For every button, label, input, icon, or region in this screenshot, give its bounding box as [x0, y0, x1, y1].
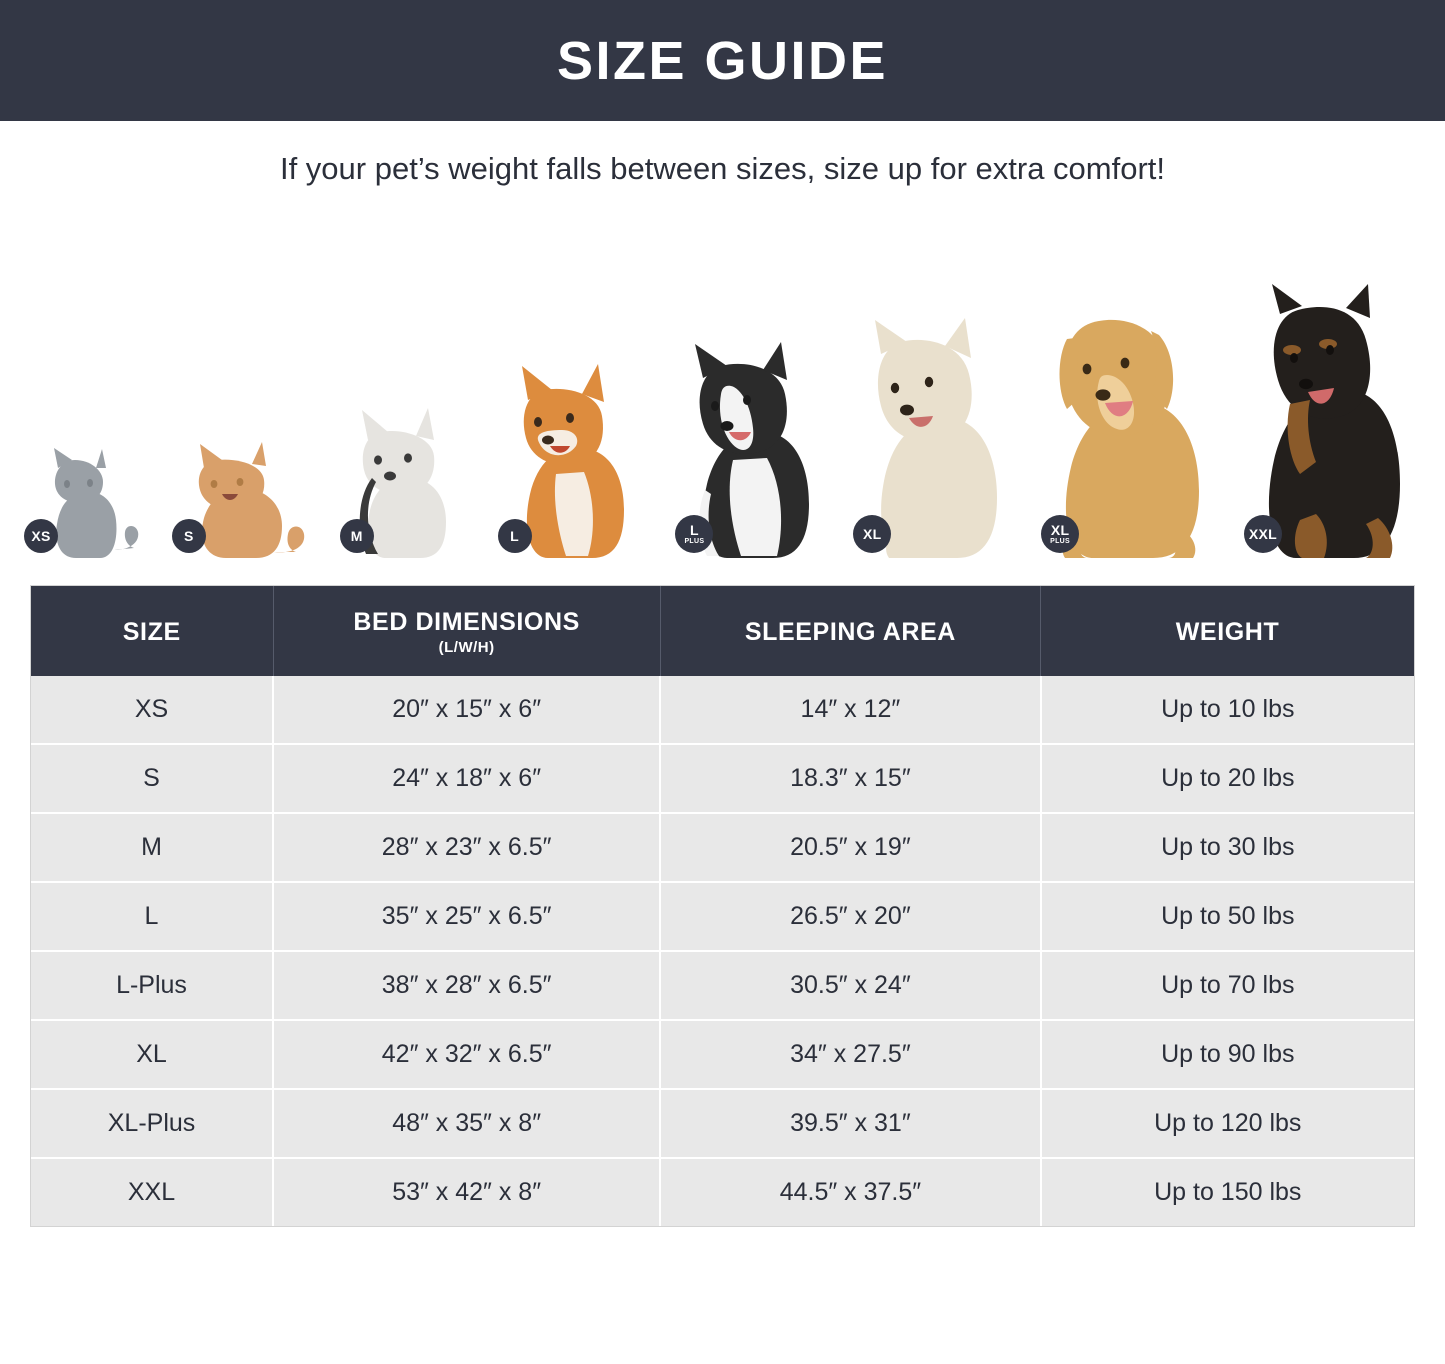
table-body — [31, 676, 1414, 1226]
header-bed-dimensions-sublabel: (L/W/H) — [438, 639, 495, 656]
size-badge-label: L — [689, 522, 699, 538]
size-badge-xl-plus — [1041, 515, 1079, 553]
cell-weight: Up to 20 lbs — [1041, 744, 1414, 813]
pet-xl-plus — [1047, 299, 1222, 559]
cell-dimensions: 20″ x 15″ x 6″ — [273, 676, 660, 744]
cell-size: M — [31, 813, 273, 882]
cell-weight: Up to 150 lbs — [1041, 1158, 1414, 1226]
cell-sleeping-area: 18.3″ x 15″ — [660, 744, 1040, 813]
size-badge-label: L — [510, 528, 519, 544]
cell-size: XL — [31, 1020, 273, 1089]
table-row — [31, 813, 1414, 882]
cell-size: XXL — [31, 1158, 273, 1226]
pet-m — [346, 394, 476, 559]
cell-sleeping-area: 20.5″ x 19″ — [660, 813, 1040, 882]
cell-sleeping-area: 14″ x 12″ — [660, 676, 1040, 744]
pet-xs — [30, 424, 150, 559]
size-badge-sublabel: PLUS — [684, 538, 705, 545]
size-badge-xs — [24, 519, 58, 553]
size-badge-s — [172, 519, 206, 553]
cell-sleeping-area: 26.5″ x 20″ — [660, 882, 1040, 951]
pet-size-illustrations — [30, 229, 1415, 559]
header-bed-dimensions-label: BED DIMENSIONS — [353, 608, 580, 636]
table-row — [31, 882, 1414, 951]
cell-dimensions: 38″ x 28″ x 6.5″ — [273, 951, 660, 1020]
cell-dimensions: 53″ x 42″ x 8″ — [273, 1158, 660, 1226]
size-badge-xl — [853, 515, 891, 553]
size-badge-label: M — [350, 528, 363, 544]
header-bed-dimensions — [273, 586, 660, 676]
cell-weight: Up to 70 lbs — [1041, 951, 1414, 1020]
size-badge-label: XS — [31, 528, 51, 544]
pet-l-plus — [681, 334, 831, 559]
cell-sleeping-area: 30.5″ x 24″ — [660, 951, 1040, 1020]
table-row — [31, 676, 1414, 744]
pet-xl — [859, 314, 1019, 559]
header-size: SIZE — [31, 586, 273, 676]
cell-weight: Up to 120 lbs — [1041, 1089, 1414, 1158]
size-table-container — [30, 585, 1415, 1227]
cell-dimensions: 42″ x 32″ x 6.5″ — [273, 1020, 660, 1089]
header-sleeping-area: SLEEPING AREA — [660, 586, 1040, 676]
table-header-row — [31, 586, 1414, 676]
cell-size: S — [31, 744, 273, 813]
size-badge-xxl — [1244, 515, 1282, 553]
table-row — [31, 1158, 1414, 1226]
cell-size: L — [31, 882, 273, 951]
size-badge-l — [498, 519, 532, 553]
size-badge-sublabel: PLUS — [1050, 538, 1070, 545]
table-header — [31, 586, 1414, 676]
cell-dimensions: 48″ x 35″ x 8″ — [273, 1089, 660, 1158]
header-banner — [0, 0, 1445, 121]
table-row — [31, 744, 1414, 813]
cell-sleeping-area: 44.5″ x 37.5″ — [660, 1158, 1040, 1226]
cell-size: XL-Plus — [31, 1089, 273, 1158]
cell-sleeping-area: 34″ x 27.5″ — [660, 1020, 1040, 1089]
subtitle-text: If your pet’s weight falls between sizes, size up for extra comfort! — [279, 151, 1166, 186]
page-title: SIZE GUIDE — [556, 30, 889, 91]
cell-size: XS — [31, 676, 273, 744]
cell-weight: Up to 90 lbs — [1041, 1020, 1414, 1089]
size-table — [31, 586, 1414, 1226]
cell-dimensions: 35″ x 25″ x 6.5″ — [273, 882, 660, 951]
header-weight: WEIGHT — [1041, 586, 1414, 676]
cell-weight: Up to 30 lbs — [1041, 813, 1414, 882]
pet-xxl — [1250, 284, 1415, 559]
cell-dimensions: 24″ x 18″ x 6″ — [273, 744, 660, 813]
cell-weight: Up to 50 lbs — [1041, 882, 1414, 951]
cell-dimensions: 28″ x 23″ x 6.5″ — [273, 813, 660, 882]
table-row — [31, 1089, 1414, 1158]
table-row — [31, 1020, 1414, 1089]
cell-size: L-Plus — [31, 951, 273, 1020]
size-badge-label: XL — [862, 526, 882, 542]
size-badge-label: XXL — [1248, 526, 1277, 542]
size-badge-m — [340, 519, 374, 553]
pet-l — [504, 354, 654, 559]
size-badge-label: S — [184, 528, 194, 544]
cell-weight: Up to 10 lbs — [1041, 676, 1414, 744]
doberman-icon — [1250, 284, 1415, 559]
subtitle-section — [0, 121, 1445, 217]
cell-sleeping-area: 39.5″ x 31″ — [660, 1089, 1040, 1158]
table-row — [31, 951, 1414, 1020]
size-badge-label: XL — [1050, 522, 1070, 538]
pet-s — [178, 414, 318, 559]
